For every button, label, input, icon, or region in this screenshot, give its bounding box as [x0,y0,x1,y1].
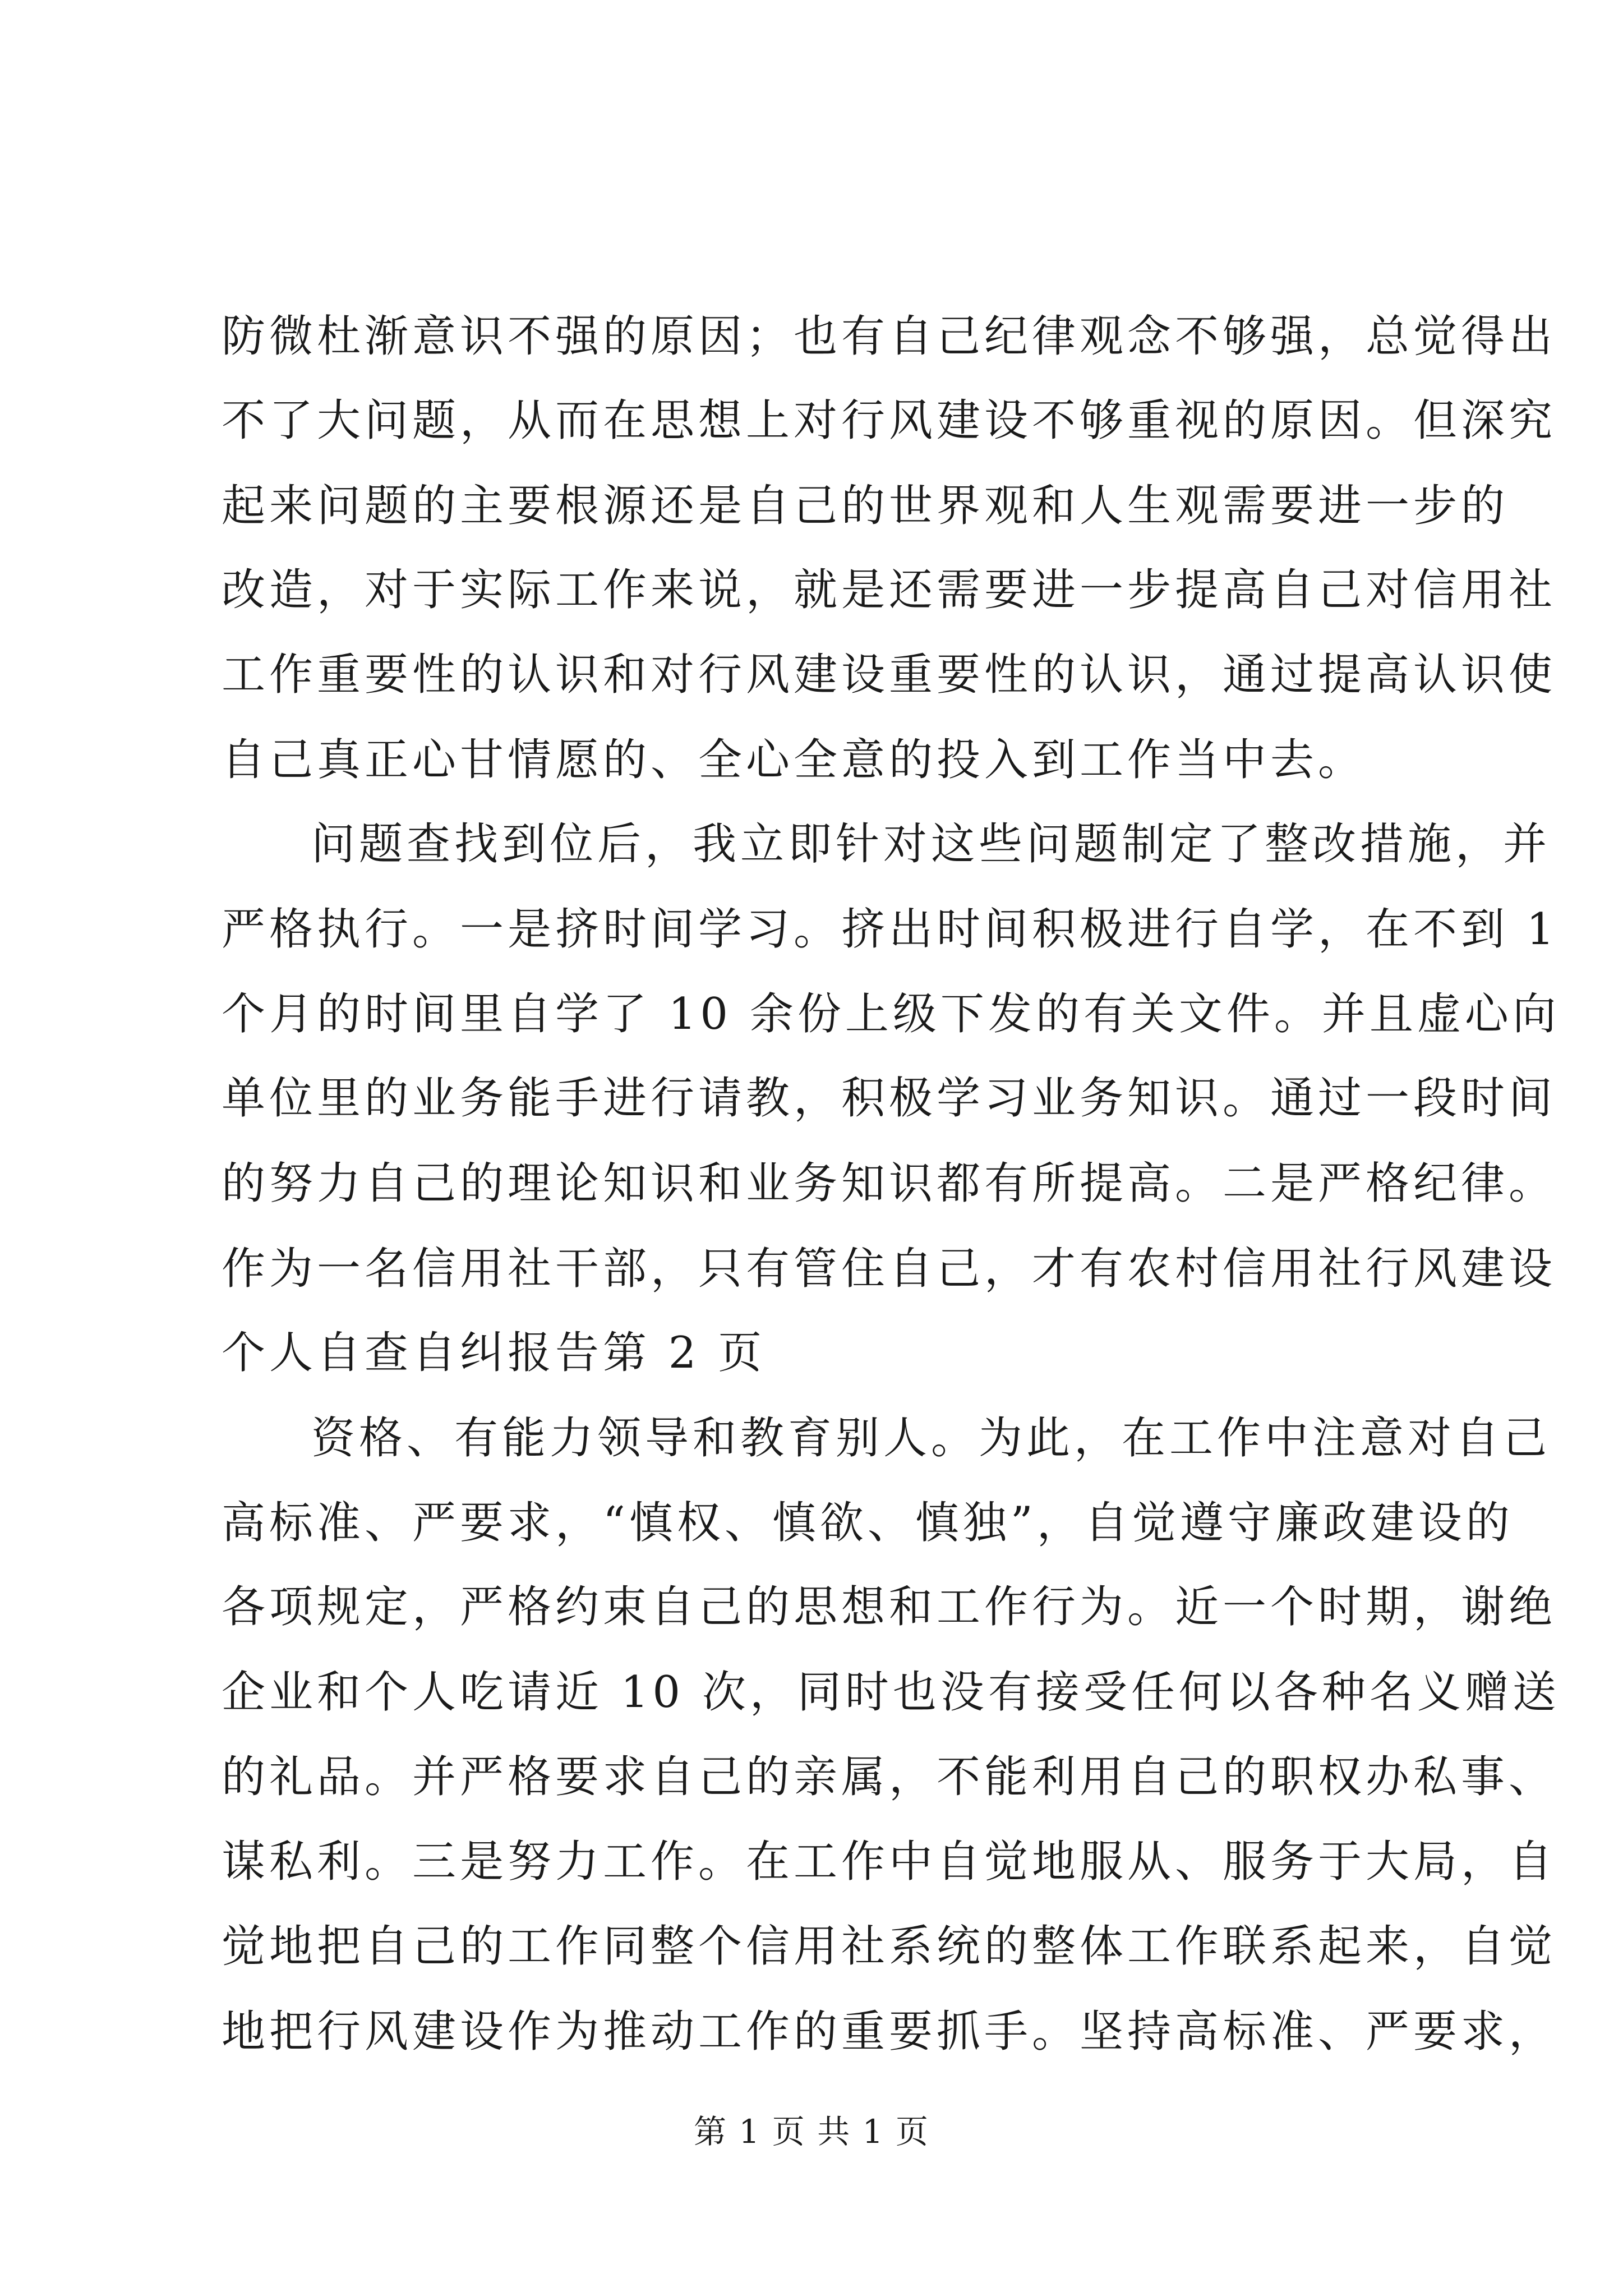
text-line: 自己真正心甘情愿的、全心全意的投入到工作当中去。 [222,735,1366,785]
text-line: 个人自查自纠报告第 2 页 [222,1328,766,1378]
text-line: 的礼品。并严格要求自己的亲属，不能利用自己的职权办私事、 [222,1752,1557,1802]
text-line: 起来问题的主要根源还是自己的世界观和人生观需要进一步的 [222,481,1509,531]
text-line: 企业和个人吃请近 10 次，同时也没有接受任何以各种名义赠送 [222,1667,1560,1718]
paragraph-first-line: 资格、有能力领导和教育别人。为此，在工作中注意对自己 [311,1413,1551,1464]
text-line: 单位里的业务能手进行请教，积极学习业务知识。通过一段时间 [222,1073,1557,1124]
text-line: 觉地把自己的工作同整个信用社系统的整体工作联系起来，自觉 [222,1921,1557,1972]
paragraph-first-line: 问题查找到位后，我立即针对这些问题制定了整改措施，并 [311,819,1551,869]
text-line: 作为一名信用社干部，只有管住自己，才有农村信用社行风建设 [222,1244,1557,1294]
text-line: 改造，对于实际工作来说，就是还需要进一步提高自己对信用社 [222,565,1557,615]
text-line: 工作重要性的认识和对行风建设重要性的认识，通过提高认识使 [222,650,1557,700]
text-line: 谋私利。三是努力工作。在工作中自觉地服从、服务于大局，自 [222,1837,1557,1887]
text-line: 不了大问题，从而在思想上对行风建设不够重视的原因。但深究 [222,395,1557,446]
text-line: 的努力自己的理论知识和业务知识都有所提高。二是严格纪律。 [222,1158,1557,1209]
page-footer: 第 1 页 共 1 页 [694,2113,929,2151]
text-line: 个月的时间里自学了 10 余份上级下发的有关文件。并且虚心向 [222,989,1560,1039]
text-line: 严格执行。一是挤时间学习。挤出时间积极进行自学，在不到 1 [222,904,1559,955]
text-line: 防微杜渐意识不强的原因；也有自己纪律观念不够强，总觉得出 [222,311,1557,362]
text-line: 地把行风建设作为推动工作的重要抓手。坚持高标准、严要求， [222,2007,1557,2057]
text-line: 各项规定，严格约束自己的思想和工作行为。近一个时期，谢绝 [222,1582,1557,1632]
text-line: 高标准、严要求，“慎权、慎欲、慎独”，自觉遵守廉政建设的 [222,1498,1514,1548]
